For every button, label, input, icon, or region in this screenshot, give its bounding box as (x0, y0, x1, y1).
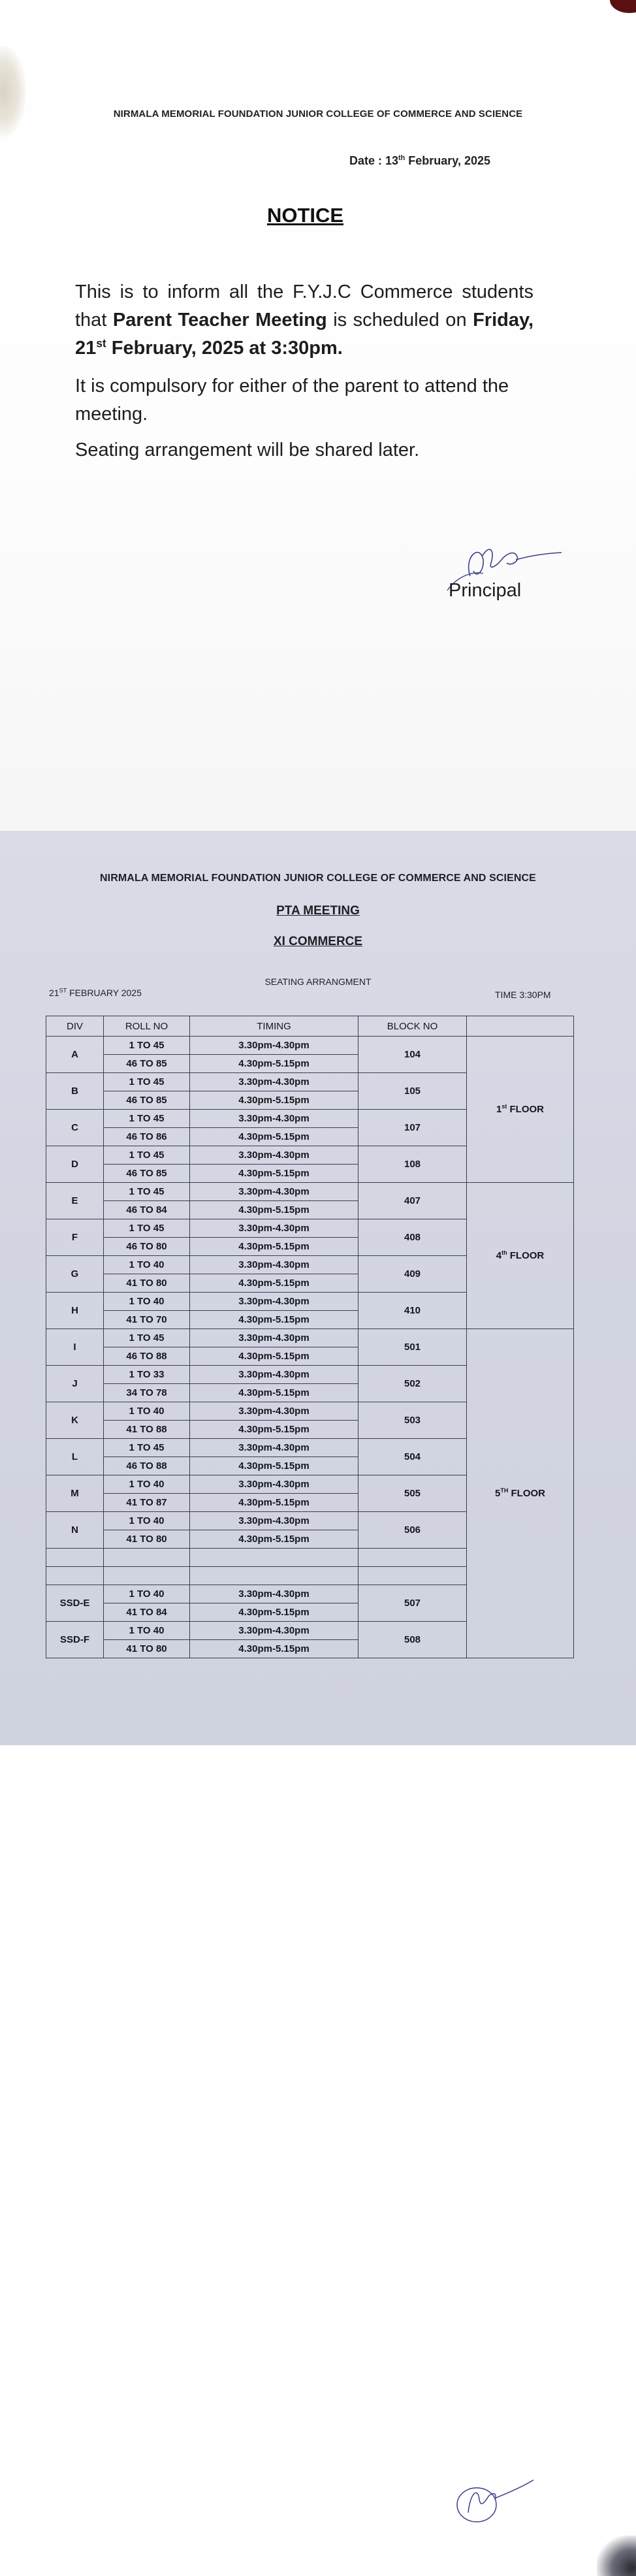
timing-cell: 3.30pm-4.30pm (190, 1183, 358, 1201)
block-number-cell: 507 (358, 1585, 467, 1622)
timing-cell: 4.30pm-5.15pm (190, 1494, 358, 1512)
floor-cell: 1st FLOOR (467, 1037, 574, 1183)
roll-range-cell: 46 TO 88 (104, 1457, 190, 1475)
block-number-cell: 408 (358, 1219, 467, 1256)
roll-range-cell: 41 TO 80 (104, 1640, 190, 1658)
timing-cell: 4.30pm-5.15pm (190, 1384, 358, 1402)
column-header (467, 1016, 574, 1037)
division-cell: B (46, 1073, 104, 1110)
block-number-cell: 407 (358, 1183, 467, 1219)
empty-cell (46, 1567, 104, 1585)
timing-cell: 3.30pm-4.30pm (190, 1439, 358, 1457)
block-number-cell: 502 (358, 1366, 467, 1402)
block-number-cell: 409 (358, 1256, 467, 1293)
block-number-cell: 508 (358, 1622, 467, 1658)
timing-cell: 4.30pm-5.15pm (190, 1055, 358, 1073)
division-cell: M (46, 1475, 104, 1512)
roll-range-cell: 1 TO 40 (104, 1622, 190, 1640)
roll-range-cell: 1 TO 40 (104, 1256, 190, 1274)
notice-sheet (0, 0, 636, 831)
division-cell: C (46, 1110, 104, 1146)
division-cell: A (46, 1037, 104, 1073)
empty-cell (46, 1549, 104, 1567)
roll-range-cell: 46 TO 85 (104, 1091, 190, 1110)
roll-range-cell: 34 TO 78 (104, 1384, 190, 1402)
class-title: XI COMMERCE (273, 935, 363, 948)
division-cell: K (46, 1402, 104, 1439)
timing-cell: 4.30pm-5.15pm (190, 1640, 358, 1658)
block-number-cell: 503 (358, 1402, 467, 1439)
event-date: 21ST FEBRUARY 2025 (49, 987, 142, 998)
photo-corner-shadow (597, 2536, 636, 2576)
notice-paragraph: This is to inform all the F.Y.J.C Commerce students that Parent Teacher Meeting is scheduled on Friday, 21st February, 2025 at 3:30pm. (75, 282, 533, 359)
roll-range-cell: 1 TO 40 (104, 1585, 190, 1603)
roll-range-cell: 1 TO 40 (104, 1402, 190, 1421)
timing-cell: 4.30pm-5.15pm (190, 1603, 358, 1622)
seating-table (46, 1016, 574, 1658)
roll-range-cell: 46 TO 84 (104, 1201, 190, 1219)
column-header: ROLL NO (104, 1016, 190, 1037)
block-number-cell: 501 (358, 1329, 467, 1366)
timing-cell: 4.30pm-5.15pm (190, 1201, 358, 1219)
timing-cell: 3.30pm-4.30pm (190, 1219, 358, 1238)
timing-cell: 3.30pm-4.30pm (190, 1256, 358, 1274)
roll-range-cell: 1 TO 40 (104, 1293, 190, 1311)
roll-range-cell: 46 TO 85 (104, 1165, 190, 1183)
timing-cell: 3.30pm-4.30pm (190, 1585, 358, 1603)
principal-label: Principal (449, 580, 522, 601)
roll-range-cell: 1 TO 45 (104, 1110, 190, 1128)
timing-cell: 4.30pm-5.15pm (190, 1238, 358, 1256)
roll-range-cell: 1 TO 40 (104, 1512, 190, 1530)
block-number-cell: 505 (358, 1475, 467, 1512)
roll-range-cell: 1 TO 45 (104, 1073, 190, 1091)
table-row (46, 1329, 574, 1347)
block-number-cell: 108 (358, 1146, 467, 1183)
roll-range-cell: 46 TO 85 (104, 1055, 190, 1073)
page-edge-shadow (610, 0, 636, 13)
timing-cell: 3.30pm-4.30pm (190, 1146, 358, 1165)
division-cell: L (46, 1439, 104, 1475)
division-cell: F (46, 1219, 104, 1256)
column-header: BLOCK NO (358, 1016, 467, 1037)
empty-cell (358, 1549, 467, 1567)
seating-table-body (46, 1037, 574, 1658)
meeting-title: PTA MEETING (276, 904, 360, 918)
arrangement-label: SEATING ARRANGMENT (264, 976, 372, 987)
roll-range-cell: 1 TO 45 (104, 1439, 190, 1457)
timing-cell: 3.30pm-4.30pm (190, 1329, 358, 1347)
page-edge-shadow (0, 46, 26, 137)
division-cell: N (46, 1512, 104, 1549)
block-number-cell: 105 (358, 1073, 467, 1110)
timing-cell: 4.30pm-5.15pm (190, 1421, 358, 1439)
empty-cell (190, 1549, 358, 1567)
notice-date: Date : 13th February, 2025 (349, 154, 490, 167)
notice-paragraph: It is compulsory for either of the parent to attend the meeting. (75, 376, 509, 425)
college-name: NIRMALA MEMORIAL FOUNDATION JUNIOR COLLEGE OF COMMERCE AND SCIENCE (100, 873, 536, 884)
empty-cell (104, 1567, 190, 1585)
timing-cell: 3.30pm-4.30pm (190, 1622, 358, 1640)
roll-range-cell: 1 TO 45 (104, 1219, 190, 1238)
timing-cell: 4.30pm-5.15pm (190, 1274, 358, 1293)
timing-cell: 4.30pm-5.15pm (190, 1530, 358, 1549)
division-cell: D (46, 1146, 104, 1183)
roll-range-cell: 1 TO 45 (104, 1146, 190, 1165)
roll-range-cell: 1 TO 45 (104, 1037, 190, 1055)
timing-cell: 4.30pm-5.15pm (190, 1347, 358, 1366)
roll-range-cell: 46 TO 80 (104, 1238, 190, 1256)
timing-cell: 3.30pm-4.30pm (190, 1512, 358, 1530)
block-number-cell: 104 (358, 1037, 467, 1073)
timing-cell: 3.30pm-4.30pm (190, 1110, 358, 1128)
column-header: TIMING (190, 1016, 358, 1037)
empty-cell (104, 1549, 190, 1567)
floor-cell: 4th FLOOR (467, 1183, 574, 1329)
empty-cell (358, 1567, 467, 1585)
timing-cell: 4.30pm-5.15pm (190, 1165, 358, 1183)
principal-signature (452, 2467, 543, 2532)
timing-cell: 3.30pm-4.30pm (190, 1037, 358, 1055)
timing-cell: 3.30pm-4.30pm (190, 1475, 358, 1494)
seating-sheet (0, 831, 636, 1745)
timing-cell: 4.30pm-5.15pm (190, 1457, 358, 1475)
roll-range-cell: 41 TO 70 (104, 1311, 190, 1329)
block-number-cell: 504 (358, 1439, 467, 1475)
roll-range-cell: 1 TO 33 (104, 1366, 190, 1384)
roll-range-cell: 41 TO 80 (104, 1274, 190, 1293)
timing-cell: 3.30pm-4.30pm (190, 1366, 358, 1384)
roll-range-cell: 1 TO 45 (104, 1183, 190, 1201)
timing-cell: 3.30pm-4.30pm (190, 1402, 358, 1421)
timing-cell: 3.30pm-4.30pm (190, 1073, 358, 1091)
timing-cell: 4.30pm-5.15pm (190, 1091, 358, 1110)
block-number-cell: 107 (358, 1110, 467, 1146)
notice-paragraph: Seating arrangement will be shared later. (75, 440, 420, 460)
block-number-cell: 506 (358, 1512, 467, 1549)
division-cell: G (46, 1256, 104, 1293)
roll-range-cell: 46 TO 88 (104, 1347, 190, 1366)
division-cell: E (46, 1183, 104, 1219)
division-cell: SSD-E (46, 1585, 104, 1622)
table-row (46, 1037, 574, 1055)
roll-range-cell: 41 TO 88 (104, 1421, 190, 1439)
division-cell: SSD-F (46, 1622, 104, 1658)
roll-range-cell: 41 TO 80 (104, 1530, 190, 1549)
empty-cell (190, 1567, 358, 1585)
division-cell: H (46, 1293, 104, 1329)
roll-range-cell: 46 TO 86 (104, 1128, 190, 1146)
column-header: DIV (46, 1016, 104, 1037)
roll-range-cell: 1 TO 40 (104, 1475, 190, 1494)
timing-cell: 4.30pm-5.15pm (190, 1128, 358, 1146)
roll-range-cell: 1 TO 45 (104, 1329, 190, 1347)
event-time: TIME 3:30PM (495, 990, 551, 1000)
block-number-cell: 410 (358, 1293, 467, 1329)
division-cell: I (46, 1329, 104, 1366)
timing-cell: 3.30pm-4.30pm (190, 1293, 358, 1311)
table-header-row (46, 1016, 574, 1037)
college-name: NIRMALA MEMORIAL FOUNDATION JUNIOR COLLEGE OF COMMERCE AND SCIENCE (113, 108, 523, 120)
division-cell: J (46, 1366, 104, 1402)
timing-cell: 4.30pm-5.15pm (190, 1311, 358, 1329)
table-row (46, 1183, 574, 1201)
floor-cell: 5TH FLOOR (467, 1329, 574, 1658)
roll-range-cell: 41 TO 84 (104, 1603, 190, 1622)
roll-range-cell: 41 TO 87 (104, 1494, 190, 1512)
notice-title: NOTICE (266, 204, 344, 227)
